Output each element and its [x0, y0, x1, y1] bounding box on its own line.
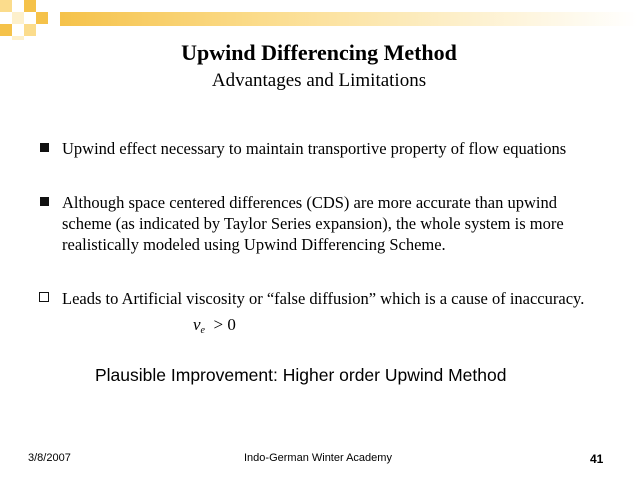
- bullet-text: Upwind effect necessary to maintain transportive property of flow equations: [62, 139, 567, 158]
- page-number: 41: [590, 452, 604, 466]
- checkbox-bullet-icon: [39, 292, 49, 302]
- viscosity-formula: [193, 315, 236, 336]
- deco-square: [12, 12, 24, 24]
- bullet-text: Leads to Artificial viscosity or “false diffusion” which is a cause of inaccuracy.: [62, 289, 585, 308]
- deco-square: [24, 0, 36, 12]
- footer-date: 3/8/2007: [28, 452, 71, 464]
- decorative-header: [0, 0, 638, 40]
- footer-title: Indo-German Winter Academy: [244, 452, 392, 464]
- deco-square: [24, 24, 36, 36]
- slide-subtitle: Advantages and Limitations: [211, 70, 427, 91]
- formula-symbol: v: [193, 315, 201, 334]
- improvement-note: Plausible Improvement: Higher order Upwind Method: [95, 365, 507, 385]
- formula-subscript: e: [200, 325, 205, 336]
- deco-square: [0, 0, 12, 12]
- formula-relation: > 0: [213, 315, 236, 334]
- deco-square: [0, 24, 12, 36]
- slide-title: Upwind Differencing Method: [181, 40, 457, 65]
- bullet-text: Although space centered differences (CDS) are more accurate than upwind scheme (as indicated by Taylor Series expansion), the whole system is more realistically modeled using Upwind Differencing Scheme.: [62, 193, 564, 254]
- header-bar: [60, 12, 638, 26]
- deco-square: [36, 12, 48, 24]
- square-bullet-icon: [40, 143, 49, 152]
- square-bullet-icon: [40, 197, 49, 206]
